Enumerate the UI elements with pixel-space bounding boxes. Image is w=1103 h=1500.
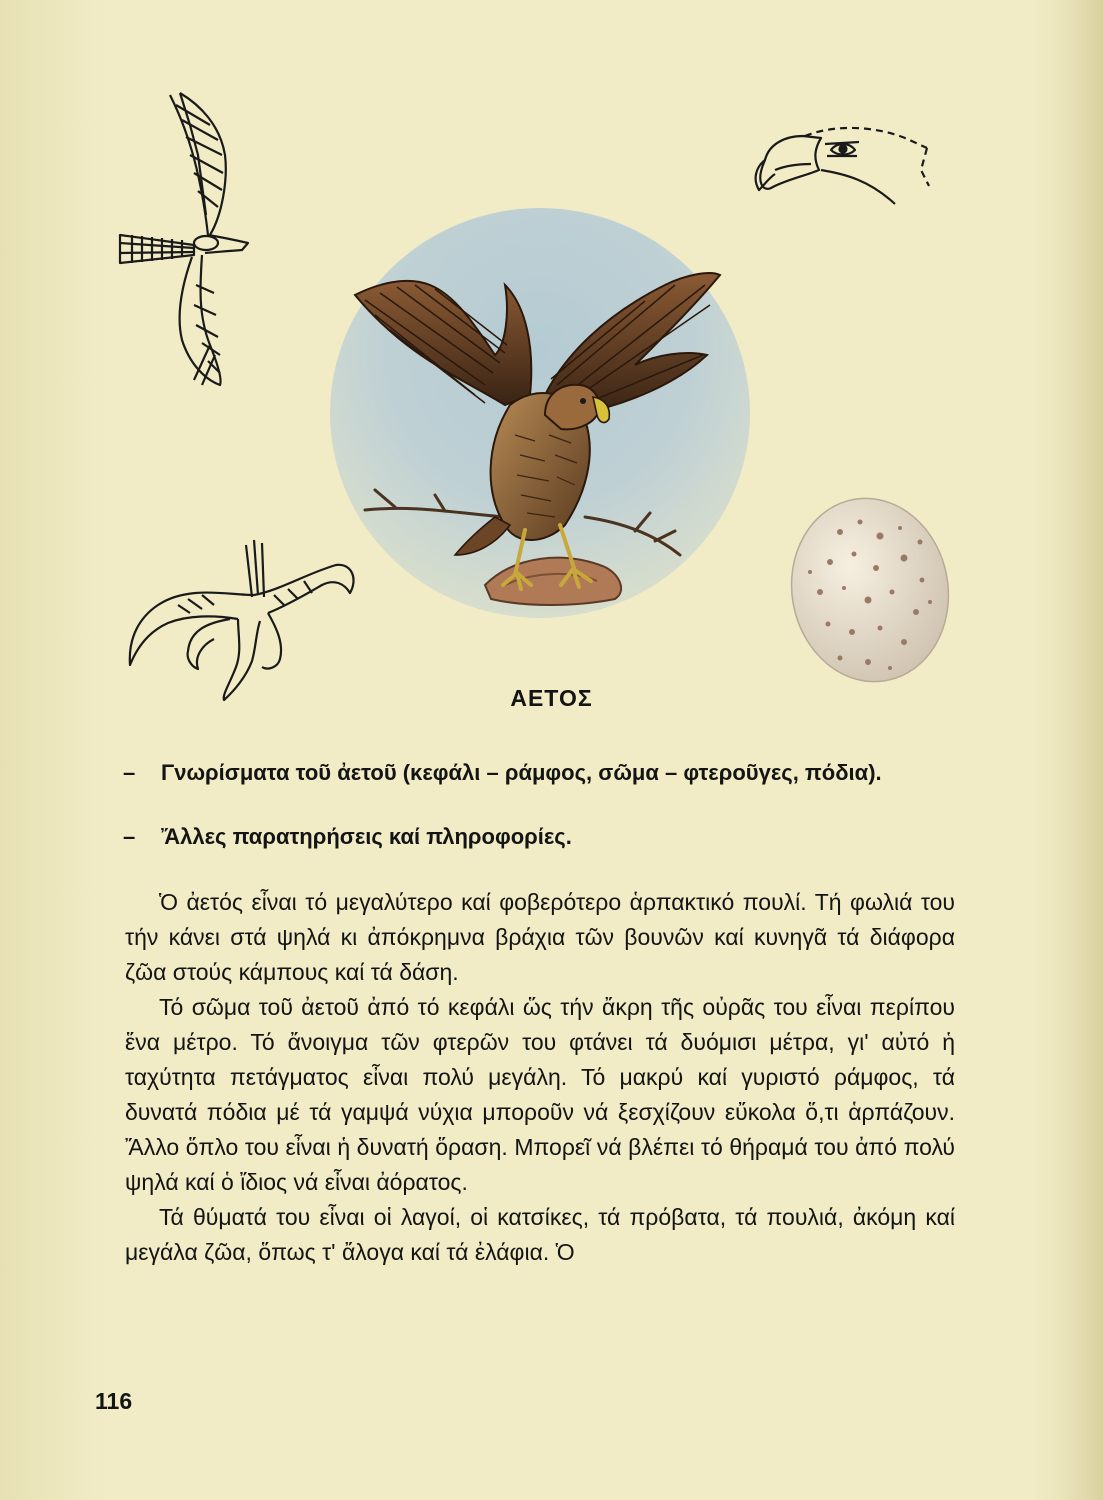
- eagle-color-illustration: [335, 255, 735, 615]
- eagle-talons-sketch: [118, 535, 358, 705]
- paragraph: Τά θύματά του εἶναι οἱ λαγοί, οἱ κατσίκες, τά πρόβατα, τά πουλιά, ἀκόμη καί μεγάλα ζῶα, ὅπως τ' ἄλογα καί τά ἐλάφια. Ὁ: [125, 1204, 955, 1265]
- paragraph: Ὁ ἀετός εἶναι τό μεγαλύτερο καί φοβερότερο ἁρπακτικό πουλί. Τή φωλιά του τήν κάνει στά ψηλά κι ἀπόκρημνα βράχια τῶν βουνῶν καί κυνηγᾶ τά διάφορα ζῶα στούς κάμπους καί τά δάση.: [125, 889, 955, 985]
- bullet-text: Γνωρίσματα τοῦ ἀετοῦ (κεφάλι – ράμφος, σῶμα – φτεροῦγες, πόδια).: [161, 760, 882, 785]
- page-number: 116: [95, 1388, 133, 1414]
- flying-eagle-sketch: [110, 85, 260, 390]
- bullet-text: Ἄλλες παρατηρήσεις καί πληροφορίες.: [161, 824, 572, 849]
- illustration-area: [0, 0, 1103, 700]
- bullet-dash: –: [123, 760, 136, 785]
- eagle-head-sketch: [745, 108, 935, 218]
- bullet-dash: –: [123, 824, 136, 849]
- bullet-item: [123, 756, 973, 789]
- eagle-egg-illustration: [780, 492, 960, 692]
- paragraph: Τό σῶμα τοῦ ἀετοῦ ἀπό τό κεφάλι ὥς τήν ἄκρη τῆς οὐρᾶς του εἶναι περίπου ἕνα μέτρο. Τό ἄνοιγμα τῶν φτερῶν του φτάνει τά δυόμισι μέτρα, γι' αὐτό ἡ ταχύτητα πετάγματος εἶναι πολύ μεγάλη. Τό μακρύ καί γυριστό ράμφος, τά δυνατά πόδια μέ τά γαμψά νύχια μποροῦν νά ξεσχίζουν εὔκολα ὅ,τι ἁρπάζουν. Ἄλλο ὅπλο του εἶναι ἡ δυνατή ὅραση. Μπορεῖ νά βλέπει τό θήραμά του ἀπό πολύ ψηλά καί ὁ ἴδιος νά εἶναι ἀόρατος.: [125, 994, 955, 1195]
- section-heading: ΑΕΤΟΣ: [510, 685, 593, 711]
- body-text: [125, 885, 955, 1270]
- bullet-item: [123, 820, 973, 853]
